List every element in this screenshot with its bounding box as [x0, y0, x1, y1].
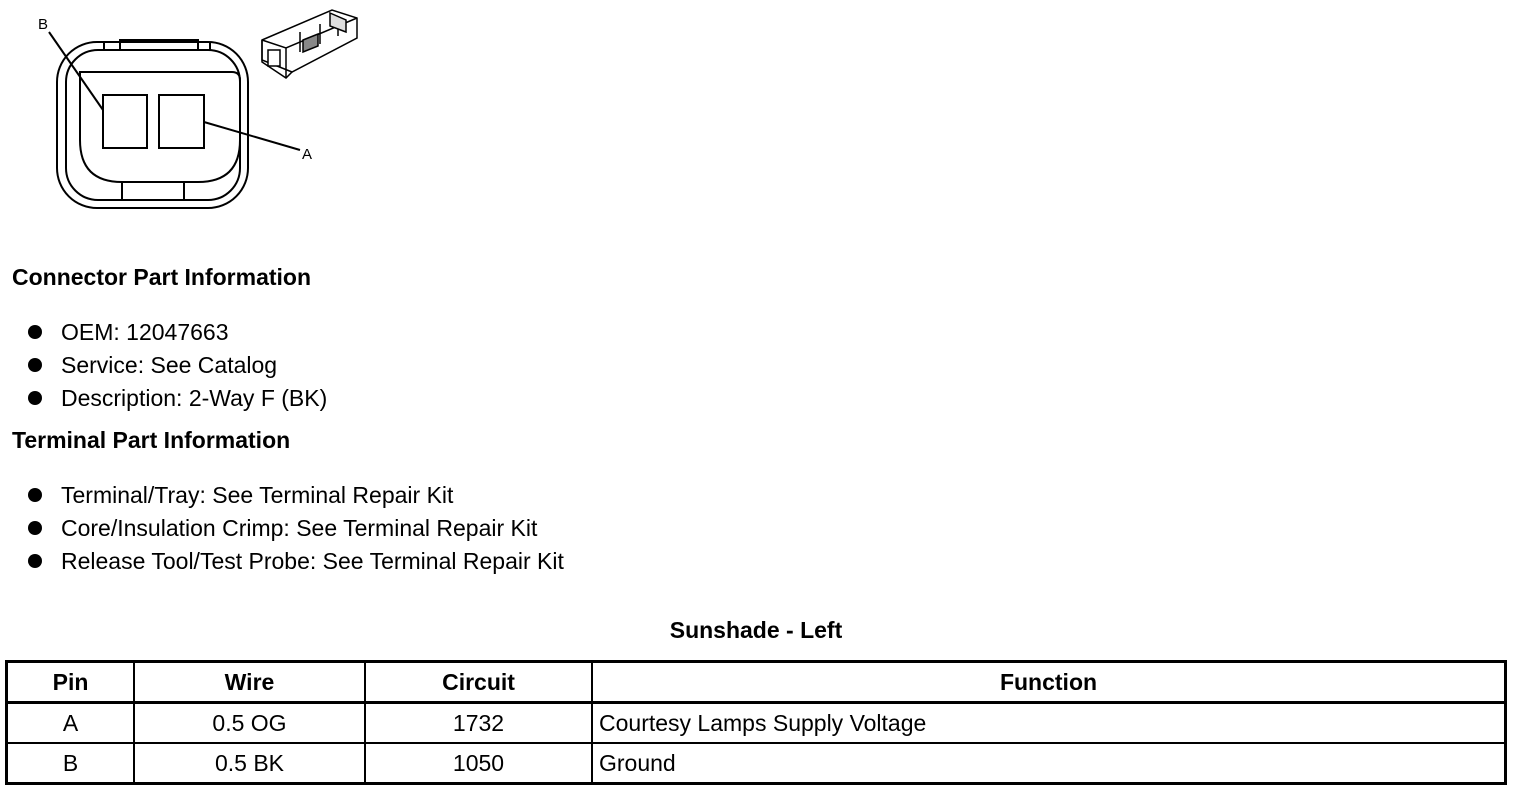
table-title: Sunshade - Left: [669, 617, 843, 643]
table-row: [7, 703, 1506, 744]
column-header-wire: Wire: [134, 662, 365, 703]
connector-housing-outer: [57, 42, 248, 208]
bottom-key: [122, 182, 184, 200]
bullet-icon: [28, 521, 42, 535]
terminal-a: [159, 95, 204, 148]
bullet-icon: [28, 391, 42, 405]
cell-circuit: 1050: [365, 743, 592, 784]
list-item-text: OEM: 12047663: [61, 319, 229, 345]
list-item: [28, 351, 327, 384]
column-header-function: Function: [592, 662, 1506, 703]
list-item-text: Core/Insulation Crimp: See Terminal Repair Kit: [61, 515, 538, 541]
leader-line-a: [204, 122, 300, 150]
list-item-text: Release Tool/Test Probe: See Terminal Repair Kit: [61, 548, 564, 574]
column-header-pin: Pin: [7, 662, 135, 703]
cell-pin: B: [7, 743, 135, 784]
list-item: [28, 514, 564, 547]
cell-circuit: 1732: [365, 703, 592, 744]
bullet-icon: [28, 488, 42, 502]
list-item-text: Service: See Catalog: [61, 352, 278, 378]
bullet-icon: [28, 325, 42, 339]
cell-function: Ground: [592, 743, 1506, 784]
table-row: [7, 743, 1506, 784]
cell-function: Courtesy Lamps Supply Voltage: [592, 703, 1506, 744]
table-header-row: [7, 662, 1506, 703]
list-item: [28, 481, 564, 514]
bullet-icon: [28, 554, 42, 568]
terminal-part-info-heading: Terminal Part Information: [12, 427, 291, 453]
pin-label-b: B: [38, 16, 49, 33]
terminal-part-info-list: [28, 481, 564, 580]
connector-part-info-heading: Connector Part Information: [12, 264, 312, 290]
cell-pin: A: [7, 703, 135, 744]
bullet-icon: [28, 358, 42, 372]
pinout-table: [5, 660, 1507, 785]
list-item: [28, 547, 564, 580]
cell-wire: 0.5 BK: [134, 743, 365, 784]
column-header-circuit: Circuit: [365, 662, 592, 703]
list-item-text: Terminal/Tray: See Terminal Repair Kit: [61, 482, 454, 508]
terminal-b: [103, 95, 147, 148]
list-item: [28, 384, 327, 417]
cell-wire: 0.5 OG: [134, 703, 365, 744]
list-item-text: Description: 2-Way F (BK): [61, 385, 328, 411]
connector-part-info-list: [28, 318, 327, 417]
connector-thumbnail-illustration: [262, 10, 357, 78]
connector-face-diagram: [0, 0, 380, 230]
list-item: [28, 318, 327, 351]
pin-label-a: A: [302, 146, 313, 163]
